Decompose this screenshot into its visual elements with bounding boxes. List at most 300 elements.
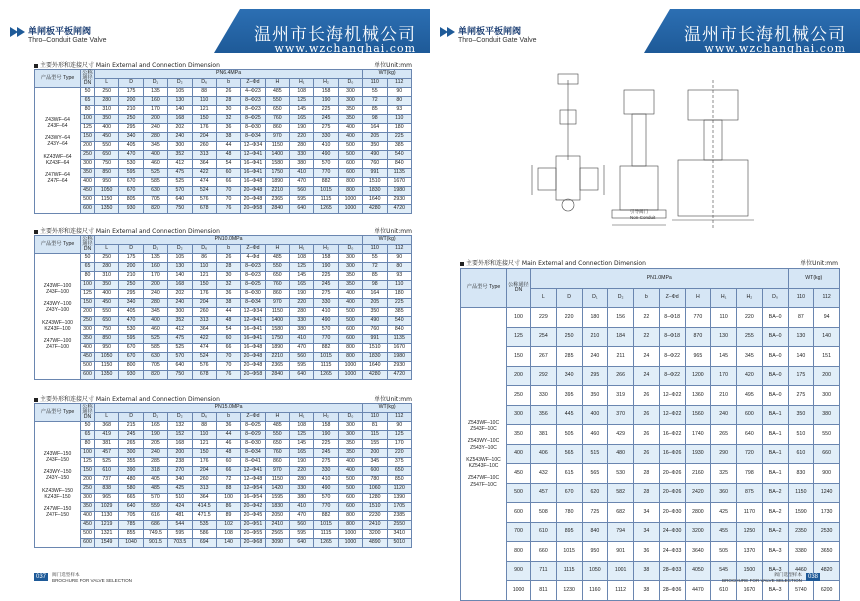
table-cell: 1580 [265,160,289,169]
table-cell: 432 [531,464,557,484]
table-cell: 108 [290,88,314,97]
table-cell: 1000 [338,362,362,371]
table-cell: 140 [814,327,840,347]
table-cell: 870 [685,327,711,347]
table-cell: 34 [634,503,660,523]
table-cell: 540 [387,151,412,160]
table-cell: 245 [314,281,338,290]
table-row [461,425,840,445]
table-cell: 580 [119,485,143,494]
table-cell: 4280 [363,205,387,214]
table-cell: 800 [338,512,362,521]
table-cell: 3380 [788,542,814,562]
column-header: D₁ [582,288,608,308]
table-cell: 34 [634,522,660,542]
table-cell: 582 [608,483,634,503]
table-cell: 470 [119,317,143,326]
table-cell: 285 [556,347,582,367]
table-cell: 12–Φ34 [241,142,265,151]
cell-dn: 150 [81,467,95,476]
table-cell: 20–Φ48 [241,187,265,196]
cell-dn: 250 [81,317,95,326]
table-cell: 12–Φ22 [659,405,685,425]
table-row [35,97,412,106]
cell-dn: 350 [81,503,95,512]
table-cell: 225 [387,299,412,308]
table-cell: 991 [363,169,387,178]
table-cell: 600 [338,160,362,169]
cell-dn: 50 [81,422,95,431]
header-title-cn: 单闸板平板闸阀 [28,27,92,37]
table-cell: 1670 [737,581,763,601]
table-cell: 110 [387,281,412,290]
table-cell: 190 [314,431,338,440]
product-types [35,422,81,548]
table-cell: 1120 [387,485,412,494]
table-cell: 85 [363,106,387,115]
cell-dn: 350 [81,169,95,178]
table-cell: 6200 [814,581,840,601]
table-cell: 130 [168,97,192,106]
column-header: D₀ [338,79,362,88]
cell-dn: 350 [507,425,531,445]
table-cell: 811 [531,581,557,601]
table-cell: 720 [737,444,763,464]
table-cell: 3650 [814,542,840,562]
column-header: H [265,413,289,422]
header-dn: 公称通径 DN [82,403,93,421]
table-cell: 190 [290,290,314,299]
table-cell: 86 [192,254,216,263]
table-row [35,254,412,263]
table-cell: 85 [363,272,387,281]
table-cell: 485 [265,422,289,431]
table-cell: 422 [192,169,216,178]
table-row [35,178,412,187]
table-cell: 364 [192,160,216,169]
table-cell: 16–Φ41 [241,160,265,169]
cell-dn: 300 [507,405,531,425]
cell-dn: 800 [507,542,531,562]
table-cell: 16–Φ41 [241,335,265,344]
table-cell: 102 [216,521,240,530]
table-cell: 490 [314,151,338,160]
table-cell: 200 [814,366,840,386]
table-cell: 108 [290,254,314,263]
table-row [35,205,412,214]
column-header: D₆ [192,413,216,422]
table-cell: 202 [168,290,192,299]
table-cell: 125 [290,97,314,106]
table-cell: 725 [582,503,608,523]
table-cell: 175 [788,366,814,386]
cell-dn: 600 [81,371,95,380]
table-cell: BA–0 [762,347,788,367]
table-cell: 615 [556,464,582,484]
cell-dn: 400 [507,444,531,464]
cell-dn: 125 [81,124,95,133]
table-cell: 12–Φ48 [241,476,265,485]
table-cell: 1150 [265,308,289,317]
column-header: 112 [387,79,412,88]
section-title: 主要外形和连接尺寸 Main External and Connection Dimension [460,258,646,267]
bullet-icon [460,262,464,266]
header-type: 产品型号 Type [35,70,81,88]
product-type: Z43F–64 [47,122,68,129]
table-cell: 270 [168,467,192,476]
table-cell: 760 [265,281,289,290]
arrow-icon [10,27,26,37]
table-cell: 475 [168,169,192,178]
table-row [35,142,412,151]
table-cell: 500 [338,485,362,494]
column-header: D₀ [762,288,788,308]
table-cell: 670 [119,178,143,187]
footer: 阀门选型样本 BROCHURE FOR VALVE SELECTION 038 [722,572,818,583]
table-cell: 2210 [265,187,289,196]
table-cell: 220 [290,133,314,142]
table-cell: 770 [314,335,338,344]
table-cell: 471.5 [192,512,216,521]
column-header: Z–Φd [659,288,685,308]
table-cell: 900 [814,464,840,484]
table-cell: 450 [95,299,119,308]
table-cell: 36 [634,542,660,562]
table-cell: 280 [143,299,167,308]
table-cell: 650 [265,106,289,115]
table-row [35,133,412,142]
table-cell: 170 [143,272,167,281]
table-cell: 325 [711,464,737,484]
table-cell: 400 [582,405,608,425]
unit-label: 单位Unit:mm [800,260,838,267]
table-cell: 1580 [265,326,289,335]
table-cell: 210 [582,327,608,347]
table-row [35,317,412,326]
table-cell: 16–Φ48 [241,178,265,187]
product-type: Z47F–64 [47,178,68,185]
cell-dn: 600 [507,503,531,523]
table-cell: 882 [314,512,338,521]
table-cell: 705 [119,512,143,521]
column-header: H₂ [314,79,338,88]
cell-dn: 50 [81,88,95,97]
table-cell: 800 [338,344,362,353]
table-cell: 370 [608,405,634,425]
table-cell: 585 [143,344,167,353]
product-type: Z43WY–64 [44,135,70,141]
table-cell: 340 [556,366,582,386]
column-header: 110 [363,413,387,422]
product-type: Z543WF–10C [467,419,500,426]
table-cell: 12–Φ22 [659,386,685,406]
table-cell: 72 [216,476,240,485]
table-cell: 560 [290,187,314,196]
table-cell: 140 [168,106,192,115]
table-cell: 350 [95,115,119,124]
table-cell: 158 [314,422,338,431]
table-cell: 850 [95,169,119,178]
table-row [461,405,840,425]
table-cell: BA–2 [762,483,788,503]
cell-dn: 600 [81,205,95,214]
cell-dn: 400 [81,512,95,521]
table-cell: 66 [216,344,240,353]
table-cell: 89 [216,512,240,521]
table-cell: 586 [192,530,216,539]
table-cell: 380 [290,160,314,169]
product-type: Z43WY–100 [43,301,72,307]
table-cell: 60 [216,169,240,178]
product-type: KZ43WF–64 [43,153,72,160]
table-cell: 1730 [814,503,840,523]
table-cell: 840 [387,326,412,335]
cell-dn: 1000 [507,581,531,601]
table-cell: 595 [119,335,143,344]
table-cell: 780 [363,476,387,485]
product-type: Z543Y–10C [470,444,497,451]
table-cell: 210 [119,272,143,281]
table-cell: 530 [119,326,143,335]
table-cell: 94 [814,308,840,328]
table-row [35,124,412,133]
table-cell: 1830 [363,187,387,196]
table-cell: 422 [192,335,216,344]
table-cell: 414.5 [192,503,216,512]
table-cell: 88 [216,485,240,494]
table-cell: 160 [143,97,167,106]
table-cell: 202 [168,124,192,133]
product-type: Z547WF–10C [467,475,500,482]
table-cell: BA–0 [762,366,788,386]
table-cell: 8–Φ23 [241,272,265,281]
table-cell: 950 [582,542,608,562]
left-page [0,0,430,588]
table-row [35,362,412,371]
table-row [35,335,412,344]
table-cell: 330 [314,467,338,476]
table-cell: 105 [168,254,192,263]
table-cell: 400 [338,467,362,476]
table-cell: BA–2 [762,503,788,523]
table-cell: 410 [290,169,314,178]
header-pressure: PN6.4MPa [95,70,363,79]
table-cell: 295 [119,290,143,299]
table-cell: 158 [314,254,338,263]
table-cell: 490 [314,317,338,326]
table-cell: 1890 [265,344,289,353]
table-cell: 400 [338,133,362,142]
table-cell: 678 [192,371,216,380]
column-header: H [265,245,289,254]
cell-dn: 400 [81,344,95,353]
bullet-icon [34,398,38,402]
table-cell: 1890 [265,178,289,187]
header-type: 产品型号 Type [461,269,507,308]
table-cell: 4820 [814,561,840,581]
table-cell: 225 [387,133,412,142]
table-cell: 490 [363,151,387,160]
table-cell: 267 [531,347,557,367]
table-cell: 125 [387,431,412,440]
table-cell: 130 [168,263,192,272]
table-cell: 820 [143,205,167,214]
table-cell: 450 [95,133,119,142]
table-cell: 424 [168,503,192,512]
table-cell: 495 [737,386,763,406]
table-cell: 1000 [338,530,362,539]
table-cell: 240 [711,405,737,425]
table-cell: 2840 [265,371,289,380]
cell-dn: 500 [81,196,95,205]
table-cell: 1321 [95,530,119,539]
table-cell: 20–Φ48 [241,362,265,371]
table-cell: 610 [531,522,557,542]
table-cell: 760 [363,326,387,335]
table-cell: 650 [95,151,119,160]
table-cell: 1265 [314,371,338,380]
table-cell: 480 [608,444,634,464]
table-cell: 595 [290,196,314,205]
table-cell: 115 [363,431,387,440]
header-type: 产品型号 Type [35,404,81,422]
section-title: 主要外形和连接尺寸 Main External and Connection Dimension [34,60,220,69]
table-cell: 550 [95,142,119,151]
product-type: KZ43WF–150 [42,487,73,494]
table-cell: 3640 [685,542,711,562]
page-number: 037 [36,574,47,580]
table-cell: 368 [95,422,119,431]
table-cell: 20–Φ68 [241,539,265,548]
table-cell: 1280 [363,494,387,503]
cell-dn: 400 [81,178,95,187]
table-cell: 48 [216,317,240,326]
cell-dn: 500 [81,530,95,539]
table-cell: 565 [556,444,582,464]
drawing-label-cn: 引导阀门 [630,209,648,214]
table-cell: 1050 [95,353,119,362]
table-cell: 600 [338,335,362,344]
table-cell: 485 [265,254,289,263]
table-cell: 2230 [363,512,387,521]
table-cell: 412 [168,326,192,335]
table-cell: 385 [387,142,412,151]
table-cell: 20–Φ48 [241,196,265,205]
table-cell: 508 [531,503,557,523]
cell-dn: 500 [507,483,531,503]
table-cell: 36 [216,124,240,133]
table-cell: 80 [387,263,412,272]
table-cell: 44 [216,308,240,317]
table-cell: 481 [168,512,192,521]
table-cell: 140 [216,539,240,548]
table-cell: 640 [737,425,763,445]
table-cell: 16–Φ48 [241,344,265,353]
product-type: Z43Y–100 [45,307,70,314]
table-cell: 965 [685,347,711,367]
table-cell: 500 [338,308,362,317]
table-cell: 130 [788,327,814,347]
header-dn: 公称通径 DN [82,69,93,87]
table-cell: 400 [143,317,167,326]
table-cell: 665 [119,494,143,503]
table-cell: 8–Φ23 [241,106,265,115]
table-row [35,521,412,530]
table-cell: 650 [265,272,289,281]
table-cell: 26 [634,386,660,406]
table-cell: 280 [95,263,119,272]
table-cell: 300 [338,422,362,431]
table-cell: 30 [216,272,240,281]
bullet-icon [34,64,38,68]
table-cell: 121 [192,106,216,115]
table-cell: BA–3 [762,581,788,601]
table-cell: 345 [363,458,387,467]
table-cell: 1135 [387,169,412,178]
table-cell: 882 [314,178,338,187]
table-row [35,281,412,290]
column-header: D₀ [338,413,362,422]
table-cell: 1265 [314,205,338,214]
table-cell: 60 [216,335,240,344]
table-cell: 1135 [387,335,412,344]
table-cell: 2365 [265,362,289,371]
table-row [461,522,840,542]
table-cell: 2530 [814,522,840,542]
table-row [461,366,840,386]
table-cell: 875 [737,483,763,503]
table-cell: 255 [737,327,763,347]
table-cell: 600 [363,467,387,476]
cell-dn: 600 [81,539,95,548]
table-cell: 245 [314,115,338,124]
table-cell: 200 [363,449,387,458]
table-row [35,494,412,503]
cell-dn: 80 [81,272,95,281]
table-cell: BA–2 [762,522,788,542]
table-cell: 1400 [265,151,289,160]
table-cell: 711 [531,561,557,581]
table-cell: 145 [290,272,314,281]
table-cell: 686 [143,521,167,530]
table-cell: 5740 [788,581,814,601]
table-row [35,449,412,458]
table-cell: 87 [788,308,814,328]
table-cell: 355 [119,458,143,467]
table-cell: 22 [634,327,660,347]
table-cell: 1740 [685,425,711,445]
table-cell: 530 [608,464,634,484]
bullet-icon [34,230,38,234]
table-cell: 410 [314,308,338,317]
table-cell: 770 [685,308,711,328]
column-header: H₁ [290,245,314,254]
cell-dn: 700 [507,522,531,542]
table-cell: BA–3 [762,542,788,562]
table-row [461,483,840,503]
product-type: Z47F–100 [46,344,69,351]
product-type: Z43F–100 [46,288,69,295]
table-cell: 300 [814,386,840,406]
table-cell: 470 [290,344,314,353]
table-cell: 400 [338,290,362,299]
table-cell: 350 [363,308,387,317]
table-cell: 145 [711,347,737,367]
table-cell: 470 [119,151,143,160]
product-type: Z543WY–10C [467,438,500,445]
table-row [35,115,412,124]
cell-dn: 200 [81,308,95,317]
